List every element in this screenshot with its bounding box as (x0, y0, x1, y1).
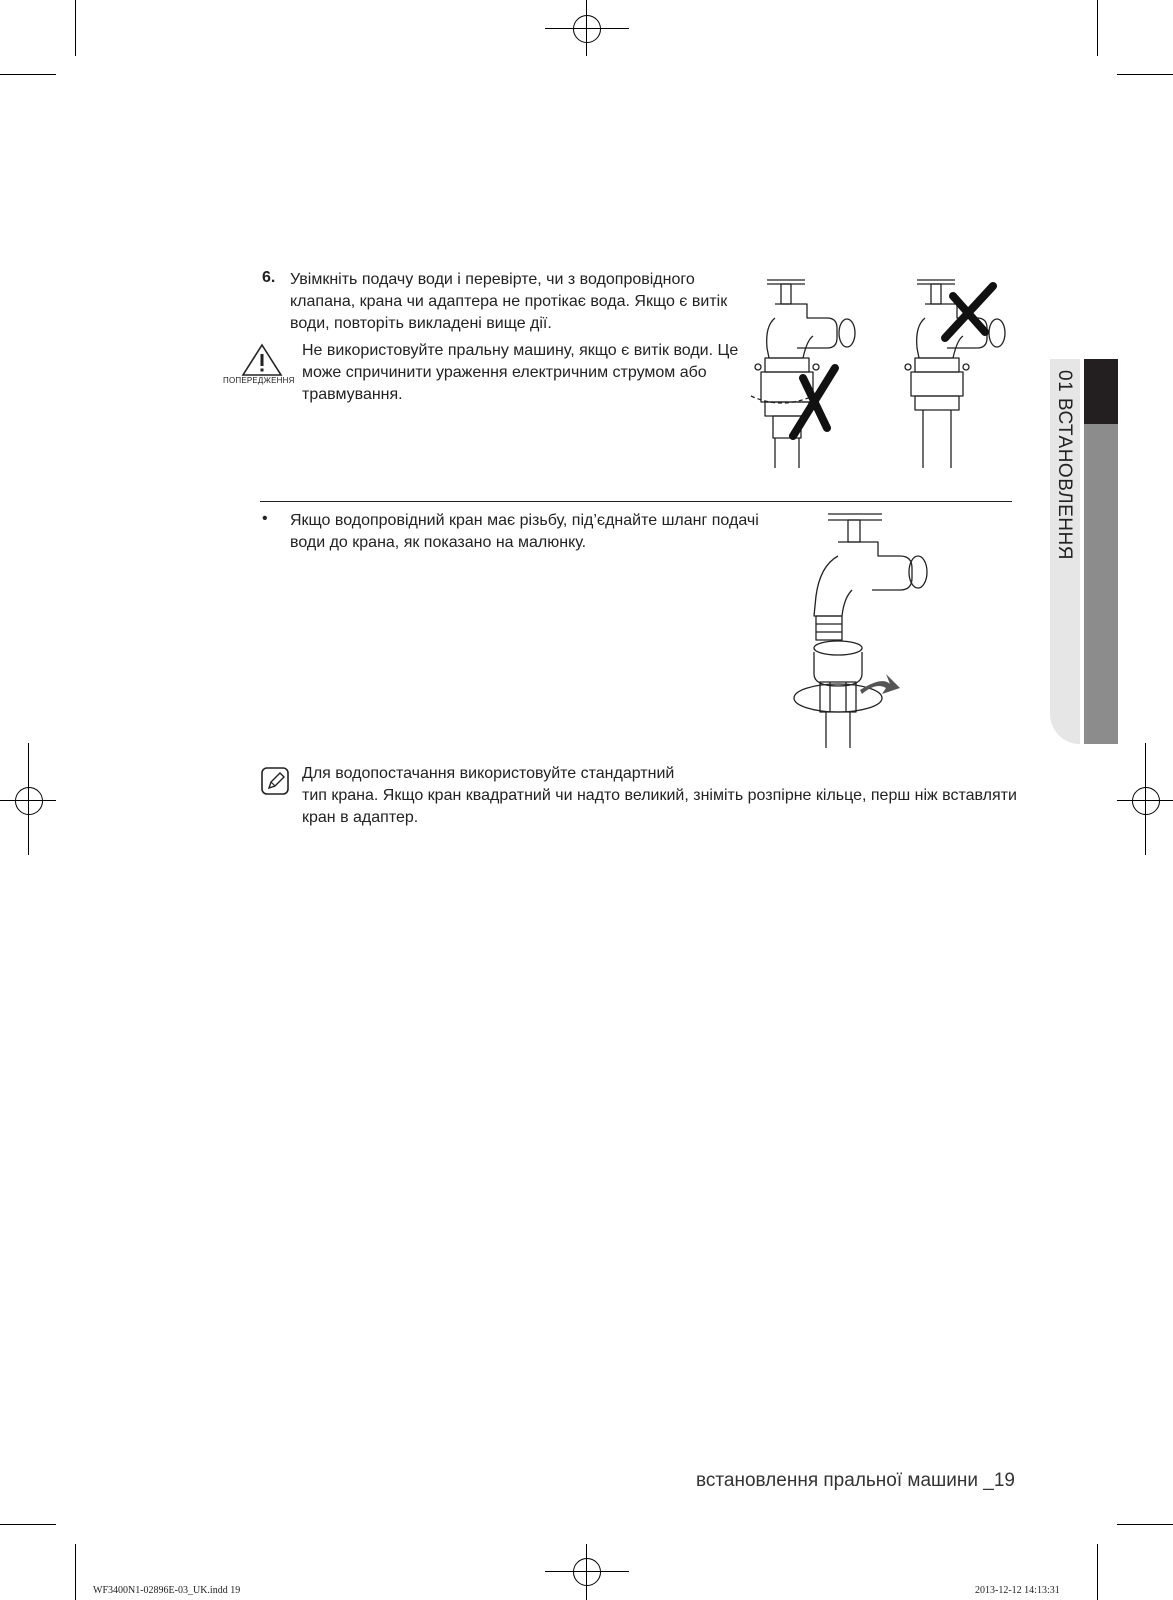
warning-label: ПОПЕРЕДЖЕННЯ (223, 376, 295, 385)
bullet-text: Якщо водопровідний кран має різьбу, під’єднайте шланг подачі води до крана, як показано на малюнку. (290, 512, 759, 551)
chapter-label: 01 ВСТАНОВЛЕННЯ (1054, 370, 1075, 560)
warning-text: Не використовуйте пральну машину, якщо є витік води. Це може спричинити ураження електричним струмом або травмування. (302, 342, 739, 403)
page-footer: встановлення пральної машини _19 (696, 1470, 1015, 1491)
step-number: 6. (262, 269, 276, 286)
side-tab-marker (1084, 359, 1118, 424)
note-text: тип крана. Якщо кран квадратний чи надто великий, зніміть розпірне кільце, перш ніж вставляти кран в адаптер. (302, 787, 1017, 826)
note-first-line: Для водопостачання використовуйте стандартний (302, 765, 675, 782)
step-text: Увімкніть подачу води і перевірте, чи з водопровідного клапана, крана чи адаптера не протікає вода. Якщо є витік води, повторіть викладені вище дії. (290, 271, 728, 332)
side-tab-bar (1084, 424, 1118, 744)
print-slug-file: WF3400N1-02896E-03_UK.indd 19 (93, 1585, 241, 1596)
note-pencil-icon (261, 767, 289, 795)
print-slug-date: 2013-12-12 14:13:31 (975, 1585, 1060, 1596)
bullet-symbol: • (262, 510, 268, 527)
